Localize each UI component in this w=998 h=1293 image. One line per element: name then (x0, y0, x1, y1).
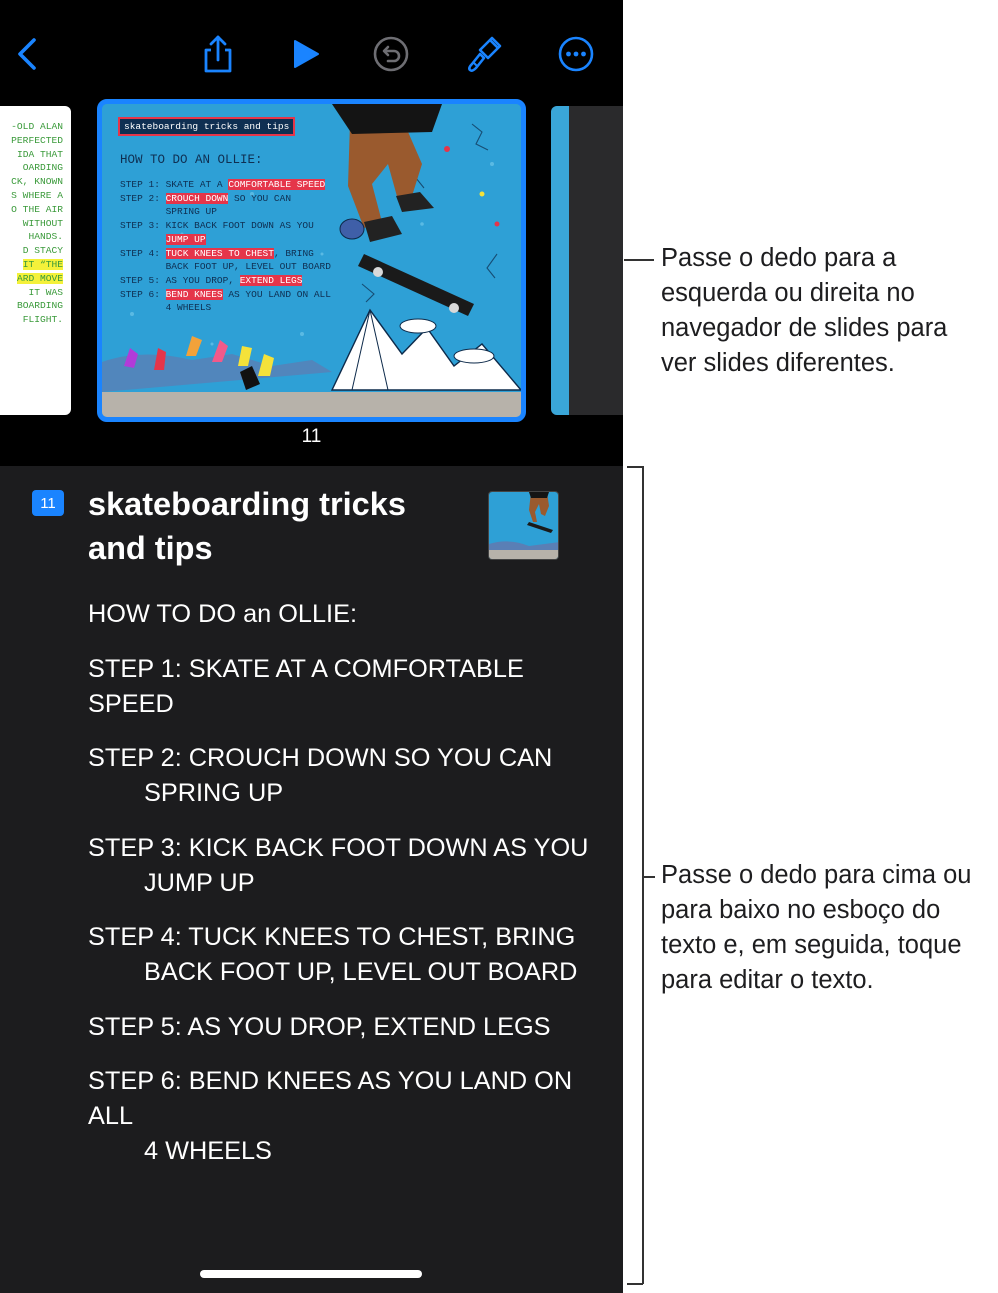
prev-line: WITHOUT (22, 217, 63, 229)
slide-thumbnail-previous[interactable] (0, 106, 71, 415)
slide-step: SO YOU CAN (228, 192, 292, 204)
outline-step-2[interactable] (88, 741, 593, 811)
slide-step-highlight: TUCK KNEES TO CHEST (165, 247, 274, 259)
play-button[interactable] (278, 22, 334, 86)
prev-line: O THE AIR (11, 203, 63, 215)
prev-line: HANDS. (28, 231, 63, 243)
slide-heading: HOW TO DO AN OLLIE: (120, 153, 263, 167)
format-brush-icon (466, 34, 504, 74)
slide-step-highlight: COMFORTABLE SPEED (228, 179, 326, 190)
outline-step-2-continuation: SPRING UP (144, 779, 284, 807)
slide-thumbnail-current[interactable] (97, 99, 526, 422)
outline-step-3[interactable] (88, 831, 593, 901)
slide-step: STEP 6: (120, 288, 166, 300)
slide-step: STEP 5: AS YOU DROP, (120, 274, 240, 286)
more-button[interactable] (548, 22, 604, 86)
format-button[interactable] (457, 22, 513, 86)
callout-leader-navigator (624, 259, 654, 261)
prev-line: IT WAS (28, 286, 63, 298)
callout-bracket-bottom (627, 1283, 643, 1285)
slide-title: skateboarding tricks and tips (118, 117, 295, 136)
outline-slide-title[interactable]: skateboarding tricks and tips (88, 486, 406, 566)
outline-step-3-line: STEP 3: KICK BACK FOOT DOWN AS YOU (88, 833, 589, 862)
slide-step: AS YOU LAND ON ALL (222, 288, 331, 300)
slide-body-text (120, 150, 331, 315)
more-icon (557, 35, 595, 73)
outline-step-3-continuation: JUMP UP (144, 868, 255, 897)
undo-icon (372, 35, 410, 73)
play-icon (291, 38, 321, 70)
prev-line: S WHERE A (11, 189, 63, 201)
callout-navigator: Passe o dedo para a esquerda ou direita no navegador de slides para ver slides diferentes. (661, 244, 948, 377)
prev-line: IDA THAT (16, 148, 63, 160)
back-button[interactable] (0, 22, 56, 86)
slide-step: 4 WHEELS (120, 302, 212, 314)
slide-thumbnail-next[interactable] (551, 106, 623, 415)
prev-line: D STACY (22, 245, 63, 257)
outline-step-4[interactable] (88, 920, 593, 990)
slide-number: 11 (301, 426, 322, 447)
slide-step: STEP 2: (120, 192, 166, 204)
outline-step-6-line: STEP 6: BEND KNEES AS YOU LAND ON ALL (88, 1067, 573, 1130)
prev-line-highlighted: IT “THE (22, 258, 63, 270)
prev-line: CK, KNOWN (11, 176, 63, 188)
next-slide-peek (551, 106, 569, 415)
prev-line: -OLD ALAN (11, 121, 63, 132)
outline-step-6-continuation: 4 WHEELS (144, 1137, 272, 1165)
callout-bracket-top (627, 466, 643, 468)
text-outline[interactable] (0, 466, 623, 1293)
outline-body[interactable] (88, 597, 593, 1189)
slide-step: STEP 3: KICK BACK FOOT DOWN AS YOU (120, 220, 314, 232)
undo-button[interactable] (363, 22, 419, 86)
slide-step: , BRING (273, 247, 314, 259)
prev-line: BOARDING (16, 300, 63, 312)
callout-bracket-vertical (642, 466, 644, 1284)
back-icon (15, 37, 41, 71)
prev-line: OARDING (22, 162, 63, 174)
slide-mini-image (489, 492, 559, 560)
outline-step-2-line: STEP 2: CROUCH DOWN SO YOU CAN (88, 744, 553, 772)
slide-number-badge[interactable]: 11 (32, 490, 64, 516)
previous-slide-text (0, 120, 63, 327)
slide-step-highlight: EXTEND LEGS (239, 274, 303, 286)
outline-heading[interactable]: HOW TO DO an OLLIE: (88, 600, 357, 628)
outline-step-5[interactable]: STEP 5: AS YOU DROP, EXTEND LEGS (88, 1012, 551, 1041)
share-button[interactable] (190, 22, 246, 86)
slide-step-highlight: JUMP UP (165, 233, 206, 245)
slide-navigator[interactable] (0, 96, 623, 456)
slide-step: BACK FOOT UP, LEVEL OUT BOARD (120, 261, 331, 273)
slide-step: SPRING UP (120, 206, 217, 218)
slide-step: STEP 4: (120, 247, 166, 259)
callout-leader-outline (643, 876, 655, 878)
callout-outline: Passe o dedo para cima ou para baixo no esboço do texto e, em seguida, toque para editar o texto. (661, 861, 972, 994)
slide-step-highlight: CROUCH DOWN (165, 192, 229, 204)
outline-step-1[interactable]: STEP 1: SKATE AT A COMFORTABLE SPEED (88, 654, 524, 718)
prev-line: FLIGHT. (22, 314, 63, 326)
home-indicator[interactable] (200, 1270, 422, 1278)
outline-step-4-continuation: BACK FOOT UP, LEVEL OUT BOARD (144, 958, 578, 986)
toolbar (0, 22, 623, 86)
prev-line-highlighted: ARD MOVE (16, 272, 63, 284)
outline-step-4-line: STEP 4: TUCK KNEES TO CHEST, BRING (88, 923, 576, 951)
outline-step-6[interactable] (88, 1064, 593, 1169)
share-icon (201, 34, 235, 74)
top-area (0, 0, 623, 466)
outline-slide-thumbnail[interactable] (488, 491, 559, 560)
prev-line: PERFECTED (11, 134, 63, 146)
slide-step-highlight: BEND KNEES (165, 288, 223, 300)
slide-step: STEP 1: SKATE AT A (120, 179, 229, 190)
